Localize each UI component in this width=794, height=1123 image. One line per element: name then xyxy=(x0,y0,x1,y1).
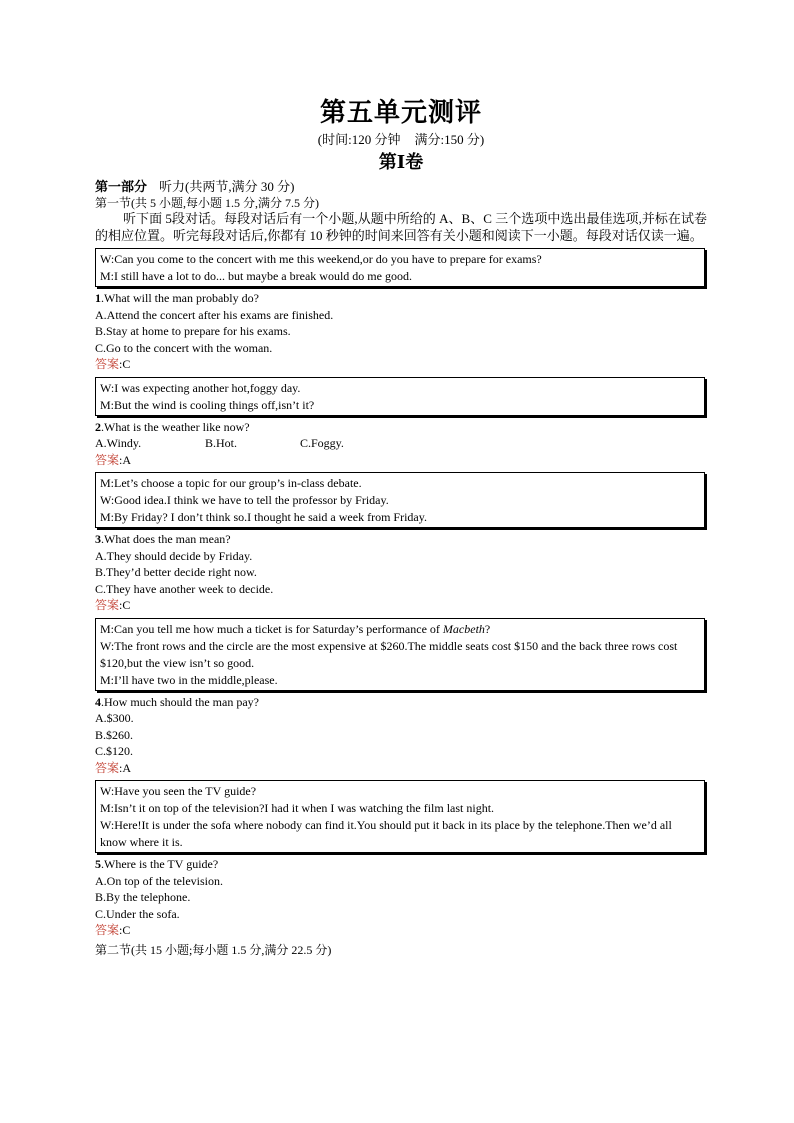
dialog-line: M:Isn’t it on top of the television?I had it when I was watching the film last night. xyxy=(100,801,495,815)
section2-heading: 第二节(共 15 小题;每小题 1.5 分,满分 22.5 分) xyxy=(95,942,332,957)
dialog-box-4 xyxy=(95,618,705,691)
question-number: 3 xyxy=(95,532,101,546)
question-text: .What will the man probably do? xyxy=(101,291,259,305)
dialog-box-3 xyxy=(95,472,705,528)
question-number: 2 xyxy=(95,419,101,434)
question-text: .What does the man mean? xyxy=(101,532,231,546)
option: A.$300. xyxy=(95,711,134,725)
option: A.Attend the concert after his exams are finished. xyxy=(95,307,334,322)
option: B.They’d better decide right now. xyxy=(95,565,257,579)
question-number: 1 xyxy=(95,291,101,305)
volume-heading: 第Ⅰ卷 xyxy=(378,152,424,172)
option: C.They have another week to decide. xyxy=(95,581,274,596)
option: C.Under the sofa. xyxy=(95,906,180,921)
question-3 xyxy=(95,531,707,548)
part1-label: 第一部分 xyxy=(95,179,148,194)
question-1 xyxy=(95,290,707,307)
question-text: .What is the weather like now? xyxy=(101,419,250,434)
answer-1 xyxy=(95,356,707,373)
full-score: 满分:150 分) xyxy=(414,132,485,147)
answer-3 xyxy=(95,597,707,614)
answer-label: 答案 xyxy=(95,760,120,775)
answer-label: 答案 xyxy=(95,923,120,937)
option: C.$120. xyxy=(95,744,134,758)
page-title: 第五单元测评 xyxy=(319,98,482,127)
part1-name: 听力(共两节,满分 30 分) xyxy=(159,179,295,194)
option: B.$260. xyxy=(95,727,134,742)
answer-label: 答案 xyxy=(95,452,120,467)
question-2 xyxy=(95,419,707,436)
dialog-box-5 xyxy=(95,780,705,853)
time-limit: (时间:120 分钟 xyxy=(317,132,401,147)
option: B.By the telephone. xyxy=(95,890,191,904)
dialog-line: W:Good idea.I think we have to tell the professor by Friday. xyxy=(100,493,389,507)
answer-value: :A xyxy=(119,760,132,775)
section1-instructions: 听下面 5段对话。每段对话后有一个小题,从题中所给的 A、B、C 三个选项中选出最佳选项,并标在试卷的相应位置。听完每段对话后,你都有 10 秒钟的时间来回答有关小题和阅读下一小题。每段对话仅读一遍。 xyxy=(95,211,707,243)
dialog-line: W:The front rows and the circle are the most expensive at $260.The middle seats cost $150 and the back three rows cost $120,but the view isn’t so good. xyxy=(100,638,678,670)
option: A.They should decide by Friday. xyxy=(95,548,253,563)
play-title: Macbeth xyxy=(442,621,485,636)
answer-2 xyxy=(95,452,707,469)
dialog-text: ? xyxy=(484,621,491,636)
answer-value: :C xyxy=(119,598,131,612)
dialog-box-2 xyxy=(95,377,705,416)
question-text: .How much should the man pay? xyxy=(101,694,259,709)
dialog-line xyxy=(100,621,700,638)
dialog-line: W:I was expecting another hot,foggy day. xyxy=(100,380,301,395)
question-4 xyxy=(95,694,707,711)
answer-value: :C xyxy=(119,923,131,937)
dialog-line: M:But the wind is cooling things off,isn’t it? xyxy=(100,397,315,412)
dialog-line: M:Let’s choose a topic for our group’s in-class debate. xyxy=(100,476,362,490)
dialog-line: W:Can you come to the concert with me this weekend,or do you have to prepare for exams? xyxy=(100,252,542,266)
option: C.Foggy. xyxy=(300,436,344,450)
answer-value: :A xyxy=(119,452,132,467)
answer-label: 答案 xyxy=(95,598,120,612)
question-number: 4 xyxy=(95,694,101,709)
option: B.Stay at home to prepare for his exams. xyxy=(95,324,291,338)
exam-page xyxy=(95,96,707,958)
option: C.Go to the concert with the woman. xyxy=(95,340,273,355)
question-number: 5 xyxy=(95,857,101,871)
dialog-line: W:Have you seen the TV guide? xyxy=(100,784,257,798)
dialog-text: M:Can you tell me how much a ticket is for Saturday’s performance of xyxy=(100,621,443,636)
answer-5 xyxy=(95,922,707,939)
dialog-line: M:By Friday? I don’t think so.I thought he said a week from Friday. xyxy=(100,510,427,524)
answer-value: :C xyxy=(119,357,131,371)
option-row xyxy=(95,435,707,452)
dialog-line: M:I’ll have two in the middle,please. xyxy=(100,672,278,687)
part1-heading xyxy=(95,178,707,195)
option: A.On top of the television. xyxy=(95,873,223,888)
answer-label: 答案 xyxy=(95,357,120,371)
section1-heading: 第一节(共 5 小题,每小题 1.5 分,满分 7.5 分) xyxy=(95,196,319,210)
option: A.Windy. xyxy=(95,436,142,450)
question-5 xyxy=(95,856,707,873)
dialog-line: W:Here!It is under the sofa where nobody can find it.You should put it back in its place by the telephone.Then we’d all know where it is. xyxy=(100,818,672,849)
option: B.Hot. xyxy=(205,436,238,450)
dialog-line: M:I still have a lot to do... but maybe a break would do me good. xyxy=(100,269,412,283)
dialog-box-1 xyxy=(95,248,705,287)
answer-4 xyxy=(95,760,707,777)
question-text: .Where is the TV guide? xyxy=(101,857,219,871)
exam-subtitle xyxy=(95,131,707,148)
